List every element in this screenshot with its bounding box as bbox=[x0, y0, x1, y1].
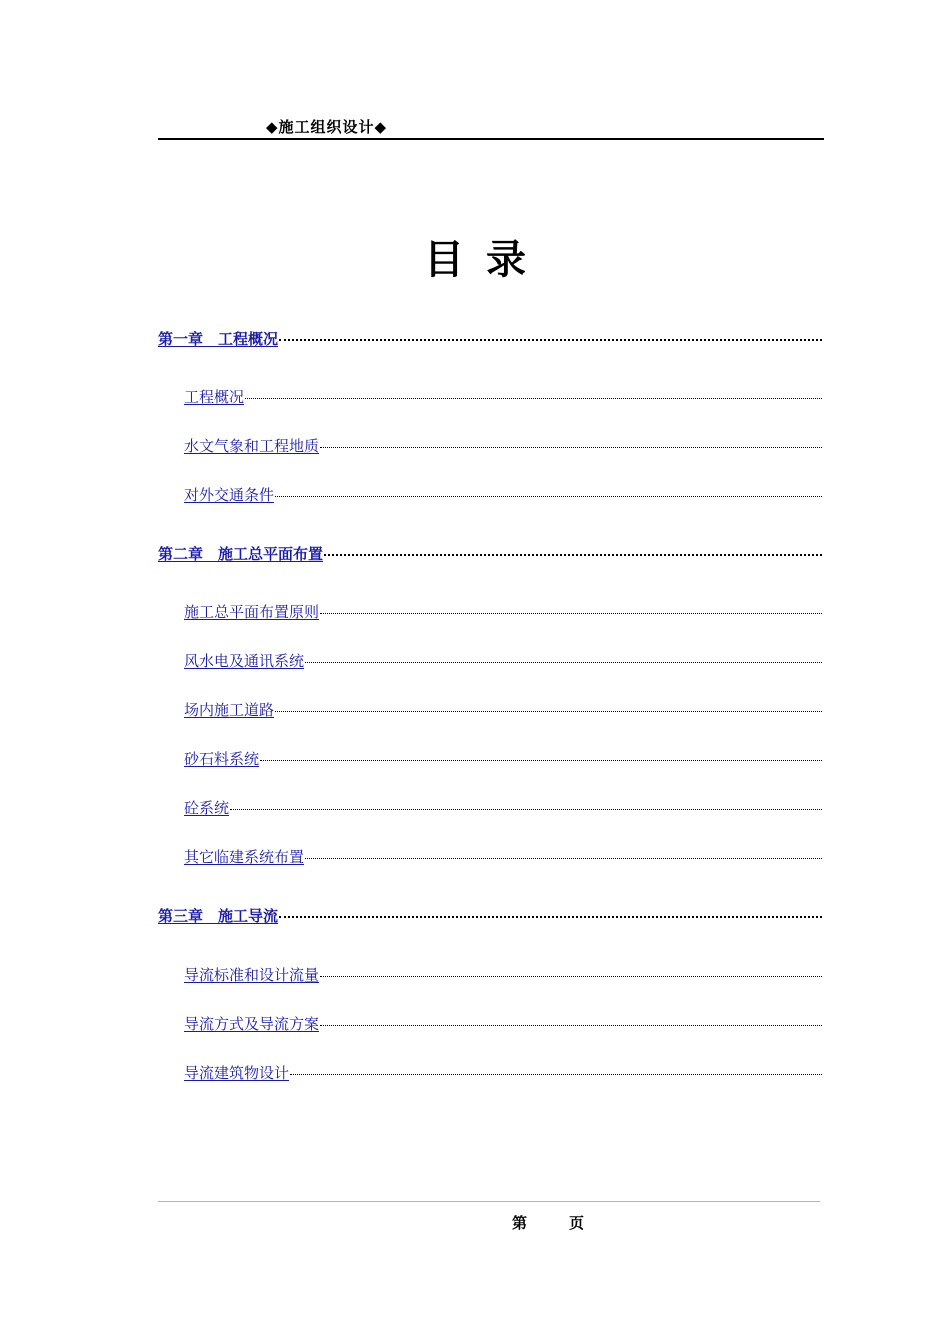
toc-section-3-2[interactable] bbox=[175, 1013, 822, 1035]
footer-page-suffix: 页 bbox=[569, 1214, 585, 1232]
toc-section-label[interactable]: 导流建筑物设计 bbox=[184, 1064, 290, 1082]
toc-chapter-label[interactable]: 第三章 施工导流 bbox=[158, 907, 279, 925]
dot-leader bbox=[260, 759, 822, 761]
dot-leader bbox=[275, 495, 822, 497]
toc-section-2-4[interactable] bbox=[175, 748, 822, 770]
header-title: ◆施工组织设计◆ bbox=[266, 118, 388, 136]
dot-leader bbox=[320, 446, 822, 448]
dot-leader bbox=[245, 397, 822, 399]
dot-leader bbox=[275, 710, 822, 712]
dot-leader bbox=[320, 975, 822, 977]
dot-leader bbox=[230, 808, 822, 810]
toc-section-2-6[interactable] bbox=[175, 846, 822, 868]
toc-section-3-3[interactable] bbox=[175, 1062, 822, 1084]
toc-section-label[interactable]: 工程概况 bbox=[184, 388, 245, 406]
toc-section-label[interactable]: 风水电及通讯系统 bbox=[184, 652, 305, 670]
dot-leader bbox=[320, 612, 822, 614]
toc-section-label[interactable]: 其它临建系统布置 bbox=[184, 848, 305, 866]
document-title: 目录 bbox=[424, 236, 548, 283]
toc-section-2-1[interactable] bbox=[175, 601, 822, 623]
dot-leader bbox=[305, 661, 822, 663]
toc-section-label[interactable]: 砼系统 bbox=[184, 799, 230, 817]
toc-section-2-5[interactable] bbox=[175, 797, 822, 819]
toc-chapter-1[interactable] bbox=[158, 328, 822, 350]
toc-section-label[interactable]: 砂石料系统 bbox=[184, 750, 260, 768]
toc-section-label[interactable]: 导流标准和设计流量 bbox=[184, 966, 320, 984]
toc-section-2-3[interactable] bbox=[175, 699, 822, 721]
dot-leader bbox=[324, 553, 822, 556]
dot-leader bbox=[279, 915, 822, 918]
footer-rule bbox=[158, 1201, 820, 1202]
footer-page-prefix: 第 bbox=[512, 1214, 528, 1232]
toc-section-1-1[interactable] bbox=[175, 386, 822, 408]
dot-leader bbox=[279, 338, 822, 341]
toc-section-2-2[interactable] bbox=[175, 650, 822, 672]
dot-leader bbox=[290, 1073, 822, 1075]
dot-leader bbox=[320, 1024, 822, 1026]
toc-section-1-3[interactable] bbox=[175, 484, 822, 506]
toc-section-label[interactable]: 水文气象和工程地质 bbox=[184, 437, 320, 455]
dot-leader bbox=[305, 857, 822, 859]
toc-chapter-2[interactable] bbox=[158, 543, 822, 565]
toc-section-label[interactable]: 施工总平面布置原则 bbox=[184, 603, 320, 621]
toc-chapter-3[interactable] bbox=[158, 905, 822, 927]
page-header bbox=[158, 116, 824, 140]
toc-chapter-label[interactable]: 第二章 施工总平面布置 bbox=[158, 545, 324, 563]
toc-section-label[interactable]: 对外交通条件 bbox=[184, 486, 275, 504]
toc-section-1-2[interactable] bbox=[175, 435, 822, 457]
toc-section-label[interactable]: 导流方式及导流方案 bbox=[184, 1015, 320, 1033]
toc-section-3-1[interactable] bbox=[175, 964, 822, 986]
toc-chapter-label[interactable]: 第一章 工程概况 bbox=[158, 330, 279, 348]
toc-section-label[interactable]: 场内施工道路 bbox=[184, 701, 275, 719]
